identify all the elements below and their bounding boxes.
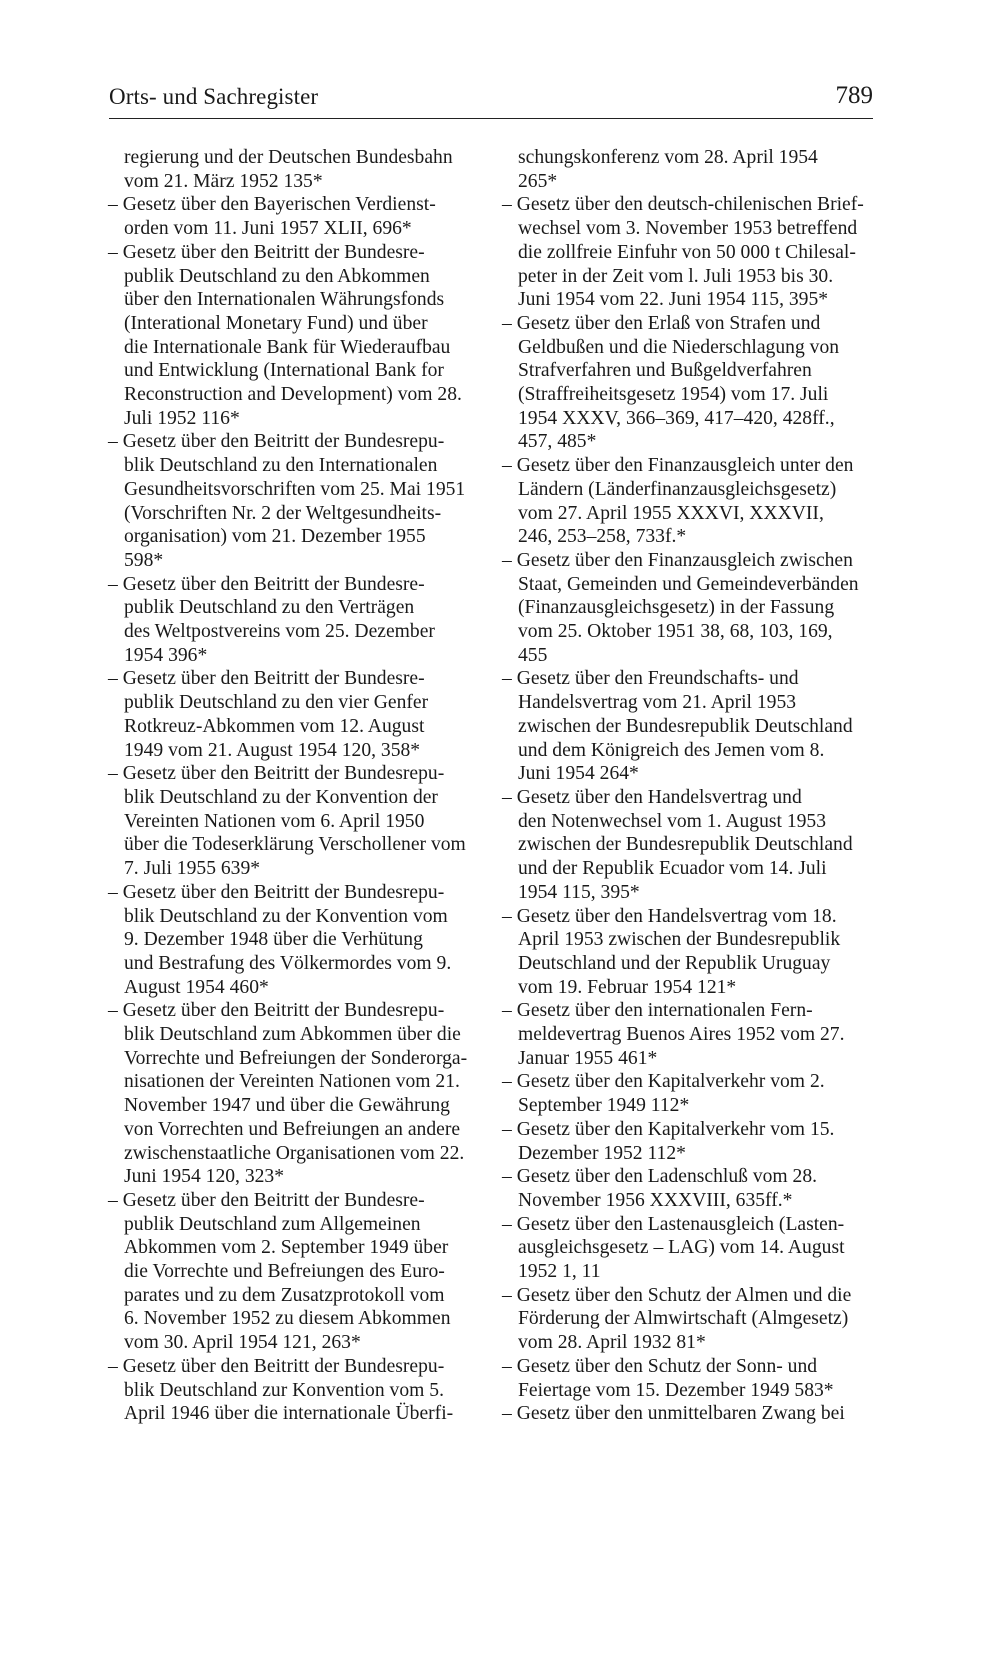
entry-line: peter in der Zeit vom l. Juli 1953 bis 30. xyxy=(518,265,834,287)
entry-line: und Bestrafung des Völkermordes vom 9. xyxy=(124,952,452,974)
entry-line: – Gesetz über den Handelsvertrag und xyxy=(502,786,802,808)
entry-line: – Gesetz über den Kapitalverkehr vom 15. xyxy=(502,1118,835,1140)
entry-line: Vereinten Nationen vom 6. April 1950 xyxy=(124,810,425,832)
index-entry xyxy=(502,667,872,786)
entry-line: blik Deutschland zu der Konvention vom xyxy=(124,905,448,927)
entry-line: – Gesetz über den Bayerischen Verdienst- xyxy=(108,194,436,216)
entry-line: – Gesetz über den internationalen Fern- xyxy=(502,1000,813,1022)
entry-line: – Gesetz über den Beitritt der Bundesrepu- xyxy=(108,431,445,453)
entry-line: – Gesetz über den Kapitalverkehr vom 2. xyxy=(502,1071,825,1093)
index-entry xyxy=(502,999,872,1070)
entry-line: (Straffreiheitsgesetz 1954) vom 17. Juli xyxy=(518,384,829,406)
entry-line: 246, 253–258, 733f.* xyxy=(518,526,687,548)
index-entry xyxy=(502,786,872,905)
entry-line: 265* xyxy=(518,170,558,192)
index-entry xyxy=(108,881,473,1000)
entry-line: Vorrechte und Befreiungen der Sonderorga- xyxy=(124,1047,468,1069)
entry-line: – Gesetz über den unmittelbaren Zwang bei xyxy=(502,1403,845,1425)
left-column xyxy=(108,146,473,1426)
entry-line: orden vom 11. Juni 1957 XLII, 696* xyxy=(124,218,412,240)
entry-line: – Gesetz über den Beitritt der Bundesre- xyxy=(108,241,425,263)
entry-line: parates und zu dem Zusatzprotokoll vom xyxy=(124,1284,445,1306)
index-entry xyxy=(502,1213,872,1284)
entry-line: September 1949 112* xyxy=(518,1095,690,1117)
entry-line: 598* xyxy=(124,549,164,571)
index-entry xyxy=(502,1070,872,1117)
entry-line: 6. November 1952 zu diesem Abkommen xyxy=(124,1308,451,1330)
entry-line: von Vorrechten und Befreiungen an andere xyxy=(124,1118,461,1140)
entry-line: 9. Dezember 1948 über die Verhütung xyxy=(124,929,423,951)
entry-line: 1954 XXXV, 366–369, 417–420, 428ff., xyxy=(518,407,835,429)
entry-line: publik Deutschland zu den Abkommen xyxy=(124,265,430,287)
entry-line: – Gesetz über den Beitritt der Bundesrepu- xyxy=(108,763,445,785)
index-entry xyxy=(108,241,473,431)
entry-line: publik Deutschland zum Allgemeinen xyxy=(124,1213,421,1235)
entry-line: Juni 1954 vom 22. Juni 1954 115, 395* xyxy=(518,289,829,311)
entry-line: meldevertrag Buenos Aires 1952 vom 27. xyxy=(518,1024,845,1046)
entry-line: Juni 1954 120, 323* xyxy=(124,1166,285,1188)
index-entry xyxy=(502,1402,872,1426)
entry-line: Förderung der Almwirtschaft (Almgesetz) xyxy=(518,1308,849,1330)
entry-line: schungskonferenz vom 28. April 1954 xyxy=(518,147,818,168)
entry-line: Handelsvertrag vom 21. April 1953 xyxy=(518,692,797,714)
entry-line: – Gesetz über den Beitritt der Bundesrepu- xyxy=(108,881,445,903)
index-entry xyxy=(502,905,872,1000)
entry-line: November 1956 XXXVIII, 635ff.* xyxy=(518,1189,793,1211)
entry-line: Staat, Gemeinden und Gemeindeverbänden xyxy=(518,573,859,595)
entry-line: vom 30. April 1954 121, 263* xyxy=(124,1332,361,1354)
index-entry xyxy=(108,762,473,881)
entry-line: – Gesetz über den Freundschafts- und xyxy=(502,668,799,690)
entry-line: Geldbußen und die Niederschlagung von xyxy=(518,336,840,358)
entry-line: Deutschland und der Republik Uruguay xyxy=(518,952,831,974)
index-entry xyxy=(502,193,872,312)
entry-line: – Gesetz über den Handelsvertrag vom 18. xyxy=(502,905,837,927)
entry-line: nisationen der Vereinten Nationen vom 21. xyxy=(124,1071,460,1093)
entry-line: – Gesetz über den Finanzausgleich zwischen xyxy=(502,549,853,571)
index-entry xyxy=(108,573,473,668)
index-entry xyxy=(108,430,473,572)
index-entry-continuation xyxy=(502,146,872,193)
entry-line: August 1954 460* xyxy=(124,976,269,998)
entry-line: – Gesetz über den Beitritt der Bundesre- xyxy=(108,573,425,595)
entry-line: April 1953 zwischen der Bundesrepublik xyxy=(518,929,841,951)
entry-line: – Gesetz über den Schutz der Sonn- und xyxy=(502,1355,818,1377)
entry-line: – Gesetz über den Ladenschluß vom 28. xyxy=(502,1166,818,1188)
entry-line: publik Deutschland zu den vier Genfer xyxy=(124,692,429,714)
entry-line: (Finanzausgleichsgesetz) in der Fassung xyxy=(518,597,835,619)
entry-line: blik Deutschland zum Abkommen über die xyxy=(124,1024,461,1046)
entry-line: die Internationale Bank für Wiederaufbau xyxy=(124,336,451,358)
entry-line: – Gesetz über den Beitritt der Bundesrepu- xyxy=(108,1355,445,1377)
index-entry xyxy=(502,454,872,549)
entry-line: – Gesetz über den Beitritt der Bundesre- xyxy=(108,1189,425,1211)
index-entry xyxy=(502,1284,872,1355)
entry-line: 1952 1, 11 xyxy=(518,1261,601,1283)
index-entry xyxy=(502,1118,872,1165)
entry-line: zwischenstaatliche Organisationen vom 22. xyxy=(124,1142,465,1164)
entry-line: Feiertage vom 15. Dezember 1949 583* xyxy=(518,1379,834,1401)
running-header xyxy=(109,80,873,119)
entry-line: 455 xyxy=(518,644,548,666)
entry-line: 457, 485* xyxy=(518,431,597,453)
entry-line: und dem Königreich des Jemen vom 8. xyxy=(518,739,825,761)
entry-line: – Gesetz über den Schutz der Almen und die xyxy=(502,1284,852,1306)
entry-line: die zollfreie Einfuhr von 50 000 t Chilesal- xyxy=(518,241,856,263)
index-entry xyxy=(108,193,473,240)
entry-line: regierung und der Deutschen Bundesbahn xyxy=(124,147,453,168)
entry-line: 1954 396* xyxy=(124,644,208,666)
entry-line: Ländern (Länderfinanzausgleichsgesetz) xyxy=(518,478,837,500)
entry-line: vom 19. Februar 1954 121* xyxy=(518,976,737,998)
entry-line: vom 21. März 1952 135* xyxy=(124,170,323,192)
entry-line: die Vorrechte und Befreiungen des Euro- xyxy=(124,1261,445,1283)
entry-line: blik Deutschland zu den Internationalen xyxy=(124,455,438,477)
entry-line: und der Republik Ecuador vom 14. Juli xyxy=(518,858,827,880)
entry-line: April 1946 über die internationale Überfi- xyxy=(124,1403,454,1425)
page-header-title: Orts- und Sachregister xyxy=(109,84,319,109)
right-column xyxy=(502,146,872,1426)
entry-line: 7. Juli 1955 639* xyxy=(124,858,261,880)
entry-line: publik Deutschland zu den Verträgen xyxy=(124,597,415,619)
entry-line: Juli 1952 116* xyxy=(124,407,240,429)
entry-line: November 1947 und über die Gewährung xyxy=(124,1095,450,1117)
entry-line: Rotkreuz-Abkommen vom 12. August xyxy=(124,715,425,737)
entry-line: Januar 1955 461* xyxy=(518,1047,658,1069)
entry-line: den Notenwechsel vom 1. August 1953 xyxy=(518,810,827,832)
entry-line: – Gesetz über den Erlaß von Strafen und xyxy=(502,312,821,334)
index-entry xyxy=(502,312,872,454)
index-entry-continuation xyxy=(108,146,473,193)
entry-line: über den Internationalen Währungsfonds xyxy=(124,289,445,311)
index-entry xyxy=(502,1165,872,1212)
entry-line: 1949 vom 21. August 1954 120, 358* xyxy=(124,739,421,761)
entry-line: Reconstruction and Development) vom 28. xyxy=(124,384,462,406)
page-number: 789 xyxy=(835,82,873,109)
entry-line: organisation) vom 21. Dezember 1955 xyxy=(124,526,426,548)
entry-line: Gesundheitsvorschriften vom 25. Mai 1951 xyxy=(124,478,466,500)
entry-line: 1954 115, 395* xyxy=(518,881,640,903)
index-entry xyxy=(502,1355,872,1402)
entry-line: zwischen der Bundesrepublik Deutschland xyxy=(518,834,853,856)
entry-line: – Gesetz über den Lastenausgleich (Lasten- xyxy=(502,1213,845,1235)
entry-line: – Gesetz über den Beitritt der Bundesre- xyxy=(108,668,425,690)
entry-line: und Entwicklung (International Bank for xyxy=(124,360,444,382)
entry-line: (Vorschriften Nr. 2 der Weltgesundheits- xyxy=(124,502,442,524)
entry-line: blik Deutschland zu der Konvention der xyxy=(124,786,438,808)
entry-line: des Weltpostvereins vom 25. Dezember xyxy=(124,621,435,643)
index-entry xyxy=(502,549,872,668)
entry-line: Abkommen vom 2. September 1949 über xyxy=(124,1237,449,1259)
index-entry xyxy=(108,667,473,762)
entry-line: wechsel vom 3. November 1953 betreffend xyxy=(518,218,858,240)
entry-line: – Gesetz über den Finanzausgleich unter den xyxy=(502,455,854,477)
entry-line: über die Todeserklärung Verschollener vom xyxy=(124,834,466,856)
entry-line: vom 25. Oktober 1951 38, 68, 103, 169, xyxy=(518,621,833,643)
entry-line: vom 27. April 1955 XXXVI, XXXVII, xyxy=(518,502,824,524)
entry-line: – Gesetz über den deutsch-chilenischen Brief- xyxy=(502,194,864,216)
entry-line: Juni 1954 264* xyxy=(518,763,639,785)
entry-line: ausgleichsgesetz – LAG) vom 14. August xyxy=(518,1237,845,1259)
entry-line: Dezember 1952 112* xyxy=(518,1142,686,1164)
entry-line: – Gesetz über den Beitritt der Bundesrepu- xyxy=(108,1000,445,1022)
entry-line: Strafverfahren und Bußgeldverfahren xyxy=(518,360,812,382)
index-entry xyxy=(108,1189,473,1355)
entry-line: zwischen der Bundesrepublik Deutschland xyxy=(518,715,853,737)
index-entry xyxy=(108,999,473,1189)
entry-line: vom 28. April 1932 81* xyxy=(518,1332,706,1354)
entry-line: (Interational Monetary Fund) und über xyxy=(124,312,428,334)
entry-line: blik Deutschland zur Konvention vom 5. xyxy=(124,1379,444,1401)
index-entry xyxy=(108,1355,473,1426)
